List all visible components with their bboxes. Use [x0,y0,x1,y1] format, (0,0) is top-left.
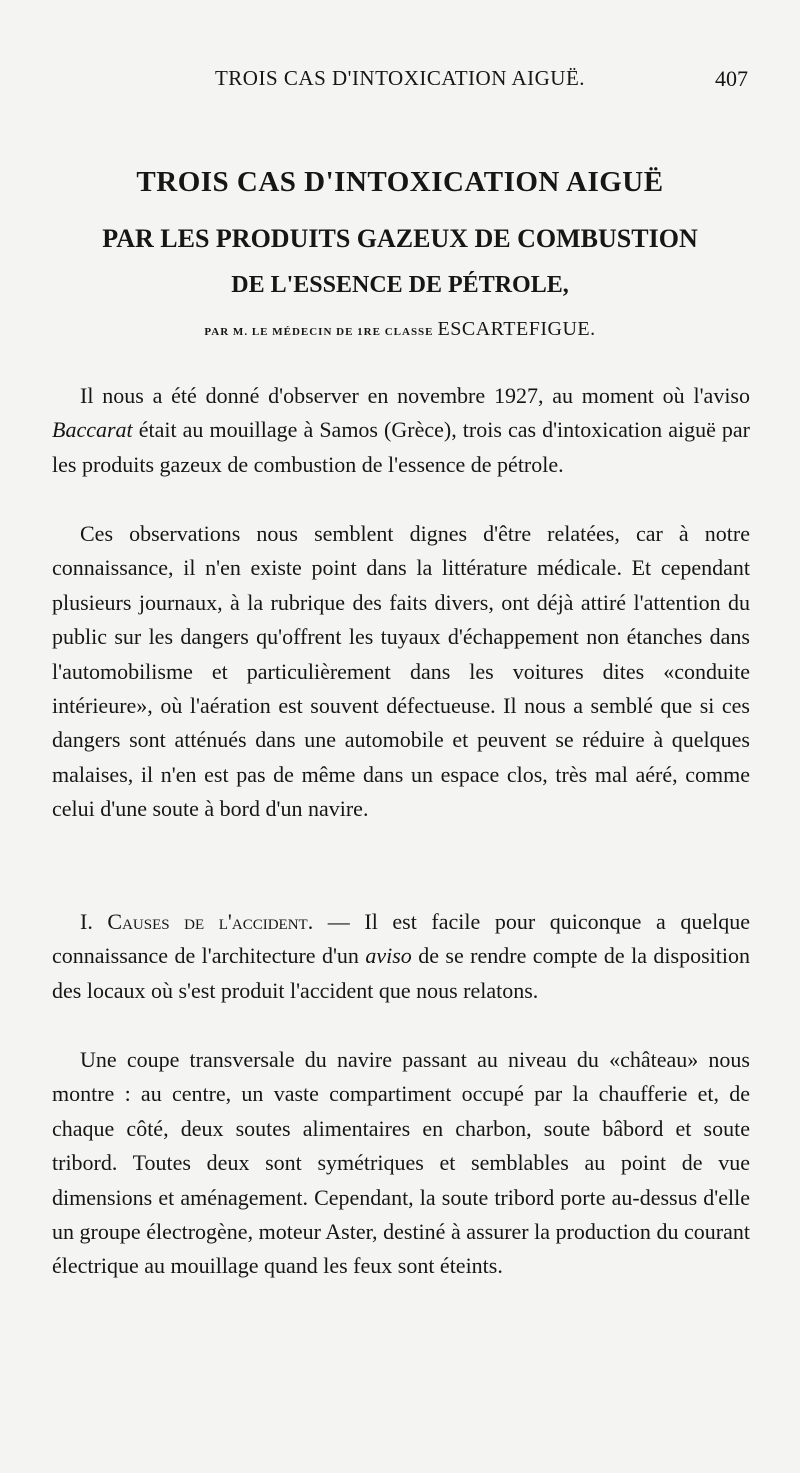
running-header [0,66,800,96]
section-heading: I. Causes de l'accident. [80,909,314,934]
paragraph-1-text-a: Il nous a été donné d'observer en novembre 1927, au moment où l'aviso [80,383,750,408]
paragraph-3-text-b: de se rendre compte de la disposition des locaux où s'est produit l'accident que nous relatons. [52,943,750,1003]
article-subtitle-line-1: PAR LES PRODUITS GAZEUX DE COMBUSTION [102,224,698,253]
paragraph-1 [52,379,750,482]
article-subtitle-line-2: DE L'ESSENCE DE PÉTROLE, [231,272,569,298]
paragraph-4: Une coupe transversale du navire passant au niveau du «château» nous montre : au centre, un vaste compartiment occupé par la chaufferie et, de chaque côté, deux soutes alimentaires en charbon, soute bâbord et soute tribord. Toutes deux sont symétriques et semblables au point de vue dimensions et aménagement. Cependant, la soute tribord porte au-dessus d'elle un groupe électrogène, moteur Aster, destiné à assurer la production du courant électrique au mouillage quand les feux sont éteints. [52,1047,750,1279]
paragraph-3-text-a: — Il est facile pour quiconque a quelque connaissance de l'architecture d'un [52,909,750,969]
paragraph-2: Ces observations nous semblent dignes d'être relatées, car à notre connaissance, il n'en existe point dans la littérature médicale. Et cependant plusieurs journaux, à la rubrique des faits divers, ont déjà attiré l'attention du public sur les dangers qu'offrent les tuyaux d'échappement non étanches dans l'automobilisme et particulièrement dans les voitures dites «conduite intérieure», où l'aération est souvent défectueuse. Il nous a semblé que si ces dangers sont atténués dans une automobile et peuvent se réduire à quelques malaises, il n'en est pas de même dans un espace clos, très mal aéré, comme celui d'une soute à bord d'un navire. [52,521,750,822]
page-number: 407 [715,66,748,91]
byline-author: ESCARTEFIGUE. [437,318,596,340]
paragraph-3 [52,905,750,1008]
running-title: TROIS CAS D'INTOXICATION AIGUË. [214,66,586,90]
ship-name: Baccarat [52,417,133,443]
aviso-term: aviso [365,943,412,969]
byline [0,318,800,341]
article-title: TROIS CAS D'INTOXICATION AIGUË [136,166,664,198]
paragraph-1-text-b: était au mouillage à Samos (Grèce), trois cas d'intoxication aiguë par les produits gazeux de combustion de l'essence de pétrole. [52,417,750,477]
byline-prefix: PAR M. LE MÉDECIN DE 1RE CLASSE [204,326,434,338]
